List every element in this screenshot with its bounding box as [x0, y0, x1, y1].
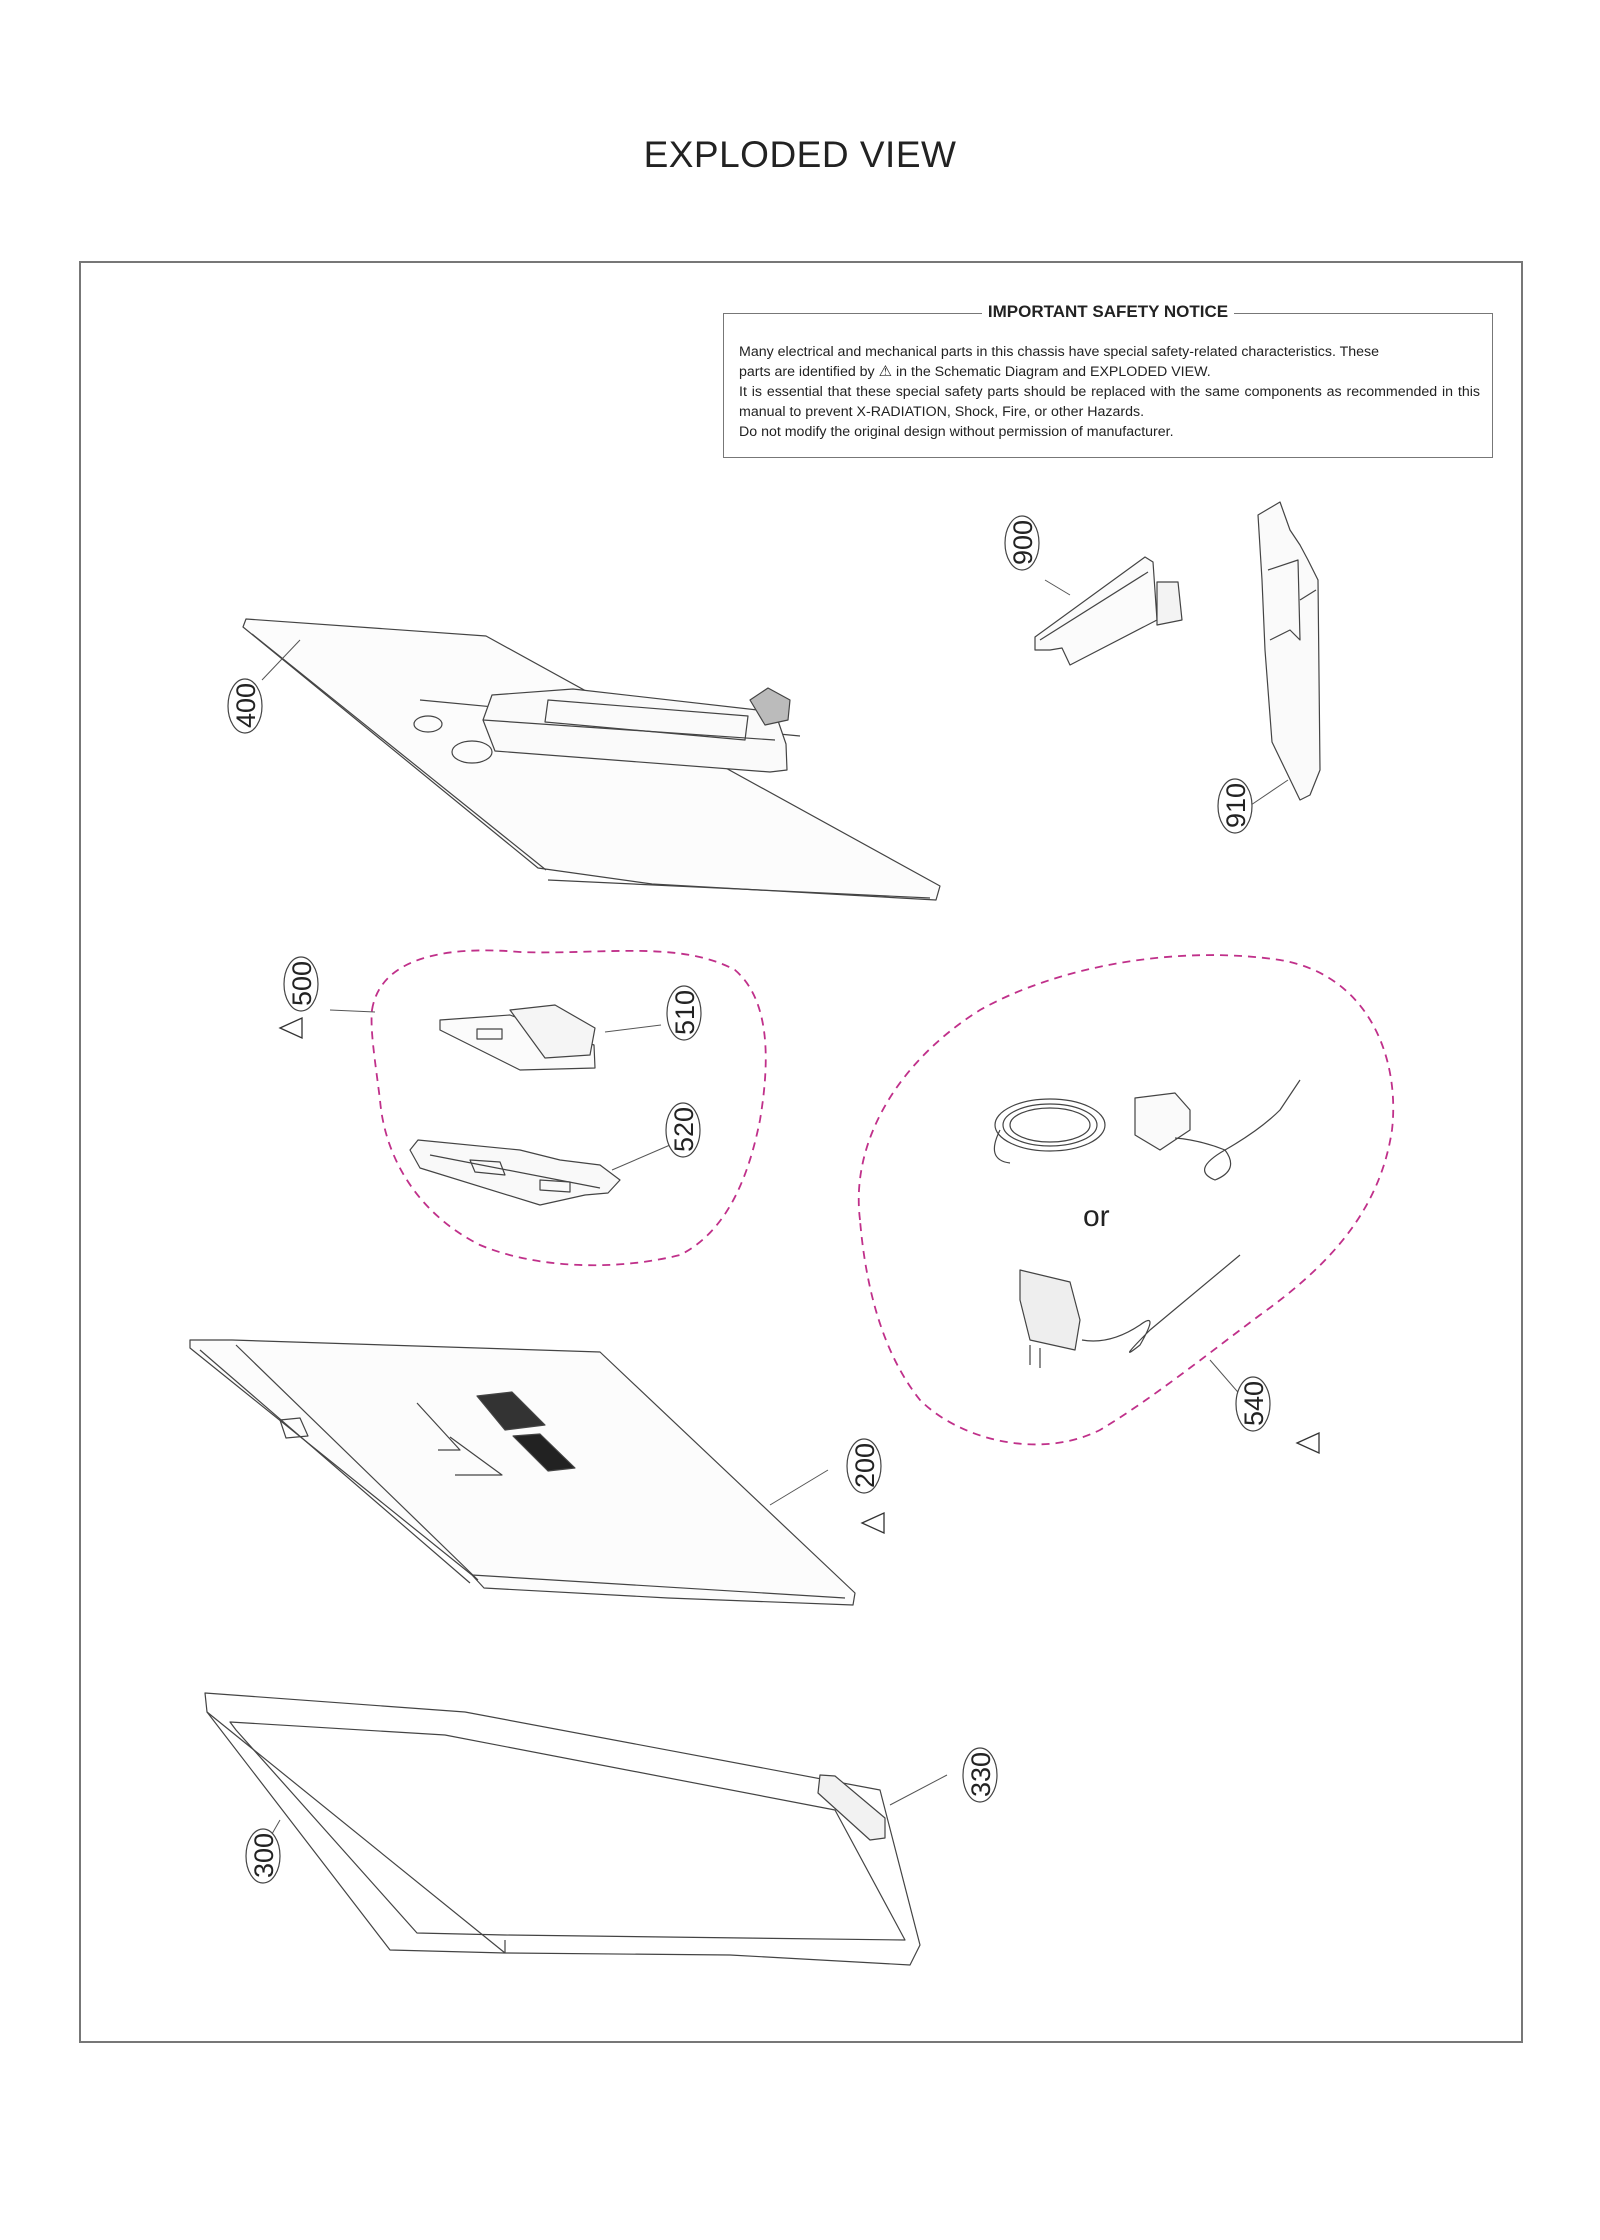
callout-900: 900	[1008, 519, 1039, 566]
alternative-or-label: or	[1083, 1200, 1110, 1233]
callout-200: 200	[850, 1442, 881, 1489]
callout-330: 330	[966, 1751, 997, 1798]
callout-400: 400	[231, 682, 262, 729]
safety-notice-heading: IMPORTANT SAFETY NOTICE	[982, 302, 1234, 321]
callout-540: 540	[1239, 1380, 1270, 1427]
callout-910: 910	[1221, 782, 1252, 829]
part-540-power-adapter	[994, 1080, 1300, 1368]
part-900-neck-bracket	[1035, 557, 1182, 665]
group-540-outline	[859, 955, 1394, 1444]
warning-triangle-icon: ⚠	[878, 363, 893, 380]
group-500-outline	[372, 950, 766, 1265]
callout-520: 520	[669, 1106, 700, 1153]
page-title: EXPLODED VIEW	[643, 134, 957, 175]
notice-line-3: It is essential that these special safety parts should be replaced with the same components as recommended in this manual to prevent X-RADIATION, Shock, Fire, or other Hazards.	[739, 384, 1480, 420]
notice-line-2: parts are identified by ⚠ in the Schematic Diagram and EXPLODED VIEW.	[739, 363, 1211, 380]
warning-triangle-icon-500	[280, 1018, 302, 1038]
warning-triangle-icon-540	[1297, 1433, 1319, 1453]
callout-510: 510	[670, 989, 701, 1036]
notice-line-1: Many electrical and mechanical parts in this chassis have special safety-related characteristics. These	[739, 344, 1380, 360]
callout-300: 300	[249, 1832, 280, 1879]
part-520-board-bracket	[410, 1140, 620, 1205]
callout-500: 500	[287, 960, 318, 1007]
notice-line-4: Do not modify the original design without permission of manufacturer.	[739, 424, 1174, 440]
part-300-front-bezel	[205, 1693, 920, 1965]
part-910-stand-body	[1258, 502, 1320, 800]
part-510-main-board	[440, 1005, 595, 1070]
warning-triangle-icon-200	[862, 1513, 884, 1533]
part-400-stand-base	[243, 619, 940, 900]
